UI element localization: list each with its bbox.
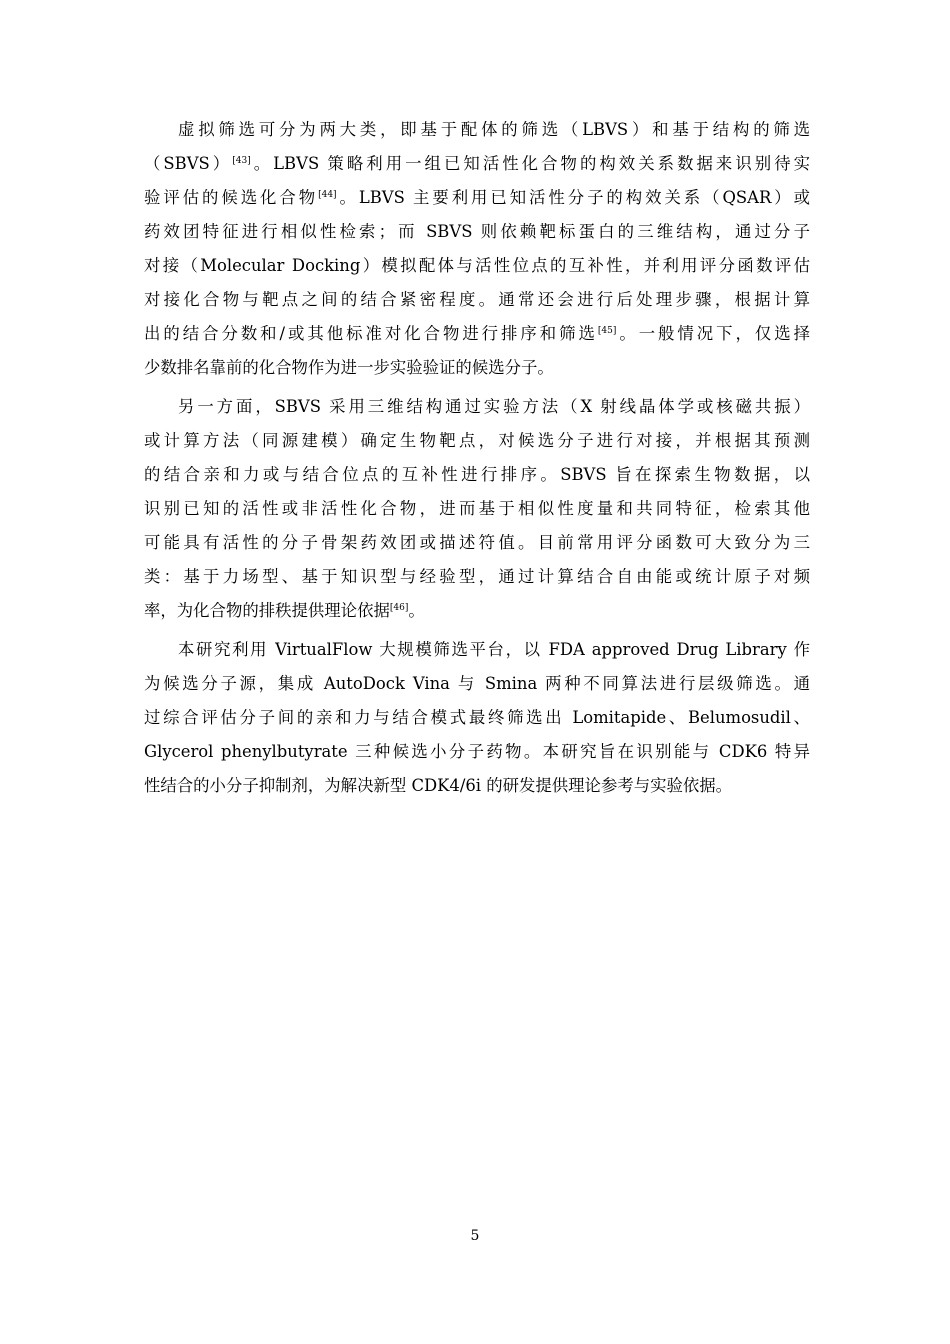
text-run: 对接化合物与靶点之间的结合紧密程度。通常还会进行后处理步骤，根据计算 xyxy=(144,290,810,309)
text-line xyxy=(144,113,810,147)
text-line xyxy=(144,769,810,803)
text-line xyxy=(144,560,810,594)
text-run: 。一般情况下，仅选择 xyxy=(616,324,810,343)
text-line xyxy=(144,215,810,249)
text-line xyxy=(144,249,810,283)
text-run: 。LBVS 策略利用一组已知活性化合物的构效关系数据来识别待实 xyxy=(250,154,810,173)
text-line xyxy=(144,633,810,667)
paragraph xyxy=(144,113,810,385)
text-line xyxy=(144,492,810,526)
text-run: Glycerol phenylbutyrate 三种候选小分子药物。本研究旨在识别能与 CDK6 特异 xyxy=(144,742,810,761)
text-run: 另一方面，SBVS 采用三维结构通过实验方法（X 射线晶体学或核磁共振） xyxy=(178,397,810,416)
text-run: 可能具有活性的分子骨架药效团或描述符值。目前常用评分函数可大致分为三 xyxy=(144,533,810,552)
citation-ref: [44] xyxy=(318,190,337,200)
text-line xyxy=(144,390,810,424)
text-run: 少数排名靠前的化合物作为进一步实验验证的候选分子。 xyxy=(144,358,554,377)
text-run: 本研究利用 VirtualFlow 大规模筛选平台，以 FDA approved Drug Library 作 xyxy=(178,640,810,659)
text-run: 或计算方法（同源建模）确定生物靶点，对候选分子进行对接，并根据其预测 xyxy=(144,431,810,450)
text-run: 类：基于力场型、基于知识型与经验型，通过计算结合自由能或统计原子对频 xyxy=(144,567,810,586)
text-line xyxy=(144,147,810,181)
text-run: 验评估的候选化合物 xyxy=(144,188,319,207)
text-line xyxy=(144,458,810,492)
text-run: 出的结合分数和/或其他标准对化合物进行排序和筛选 xyxy=(144,324,598,343)
citation-ref: [45] xyxy=(597,326,617,336)
text-line xyxy=(144,283,810,317)
text-run: 药效团特征进行相似性检索；而 SBVS 则依赖靶标蛋白的三维结构，通过分子 xyxy=(144,222,810,241)
text-run: 识别已知的活性或非活性化合物，进而基于相似性度量和共同特征，检索其他 xyxy=(144,499,810,518)
text-run: 对接（Molecular Docking）模拟配体与活性位点的互补性，并利用评分函数评估 xyxy=(144,256,810,275)
paragraph xyxy=(144,390,810,628)
text-line xyxy=(144,526,810,560)
text-run: 虚拟筛选可分为两大类，即基于配体的筛选（LBVS）和基于结构的筛选 xyxy=(178,120,810,139)
body-text xyxy=(144,113,810,803)
text-line xyxy=(144,594,810,628)
text-run: 率，为化合物的排秩提供理论依据 xyxy=(144,601,390,620)
text-line xyxy=(144,735,810,769)
text-run: 的结合亲和力或与结合位点的互补性进行排序。SBVS 旨在探索生物数据，以 xyxy=(144,465,810,484)
paragraph xyxy=(144,633,810,803)
citation-ref: [46] xyxy=(389,603,409,613)
text-line xyxy=(144,351,810,385)
text-run: 过综合评估分子间的亲和力与结合模式最终筛选出 Lomitapide、Belumosudil、 xyxy=(144,708,810,727)
text-line xyxy=(144,424,810,458)
text-run: （SBVS） xyxy=(144,154,233,173)
text-line xyxy=(144,701,810,735)
text-line xyxy=(144,181,810,215)
text-line xyxy=(144,667,810,701)
text-run: 。 xyxy=(408,601,425,620)
text-run: 。LBVS 主要利用已知活性分子的构效关系（QSAR）或 xyxy=(336,188,810,207)
page-number: 5 xyxy=(470,1228,480,1244)
text-run: 性结合的小分子抑制剂，为解决新型 CDK4/6i 的研发提供理论参考与实验依据。 xyxy=(144,776,733,795)
text-line xyxy=(144,317,810,351)
text-run: 为候选分子源，集成 AutoDock Vina 与 Smina 两种不同算法进行层级筛选。通 xyxy=(144,674,810,693)
citation-ref: [43] xyxy=(232,156,251,166)
